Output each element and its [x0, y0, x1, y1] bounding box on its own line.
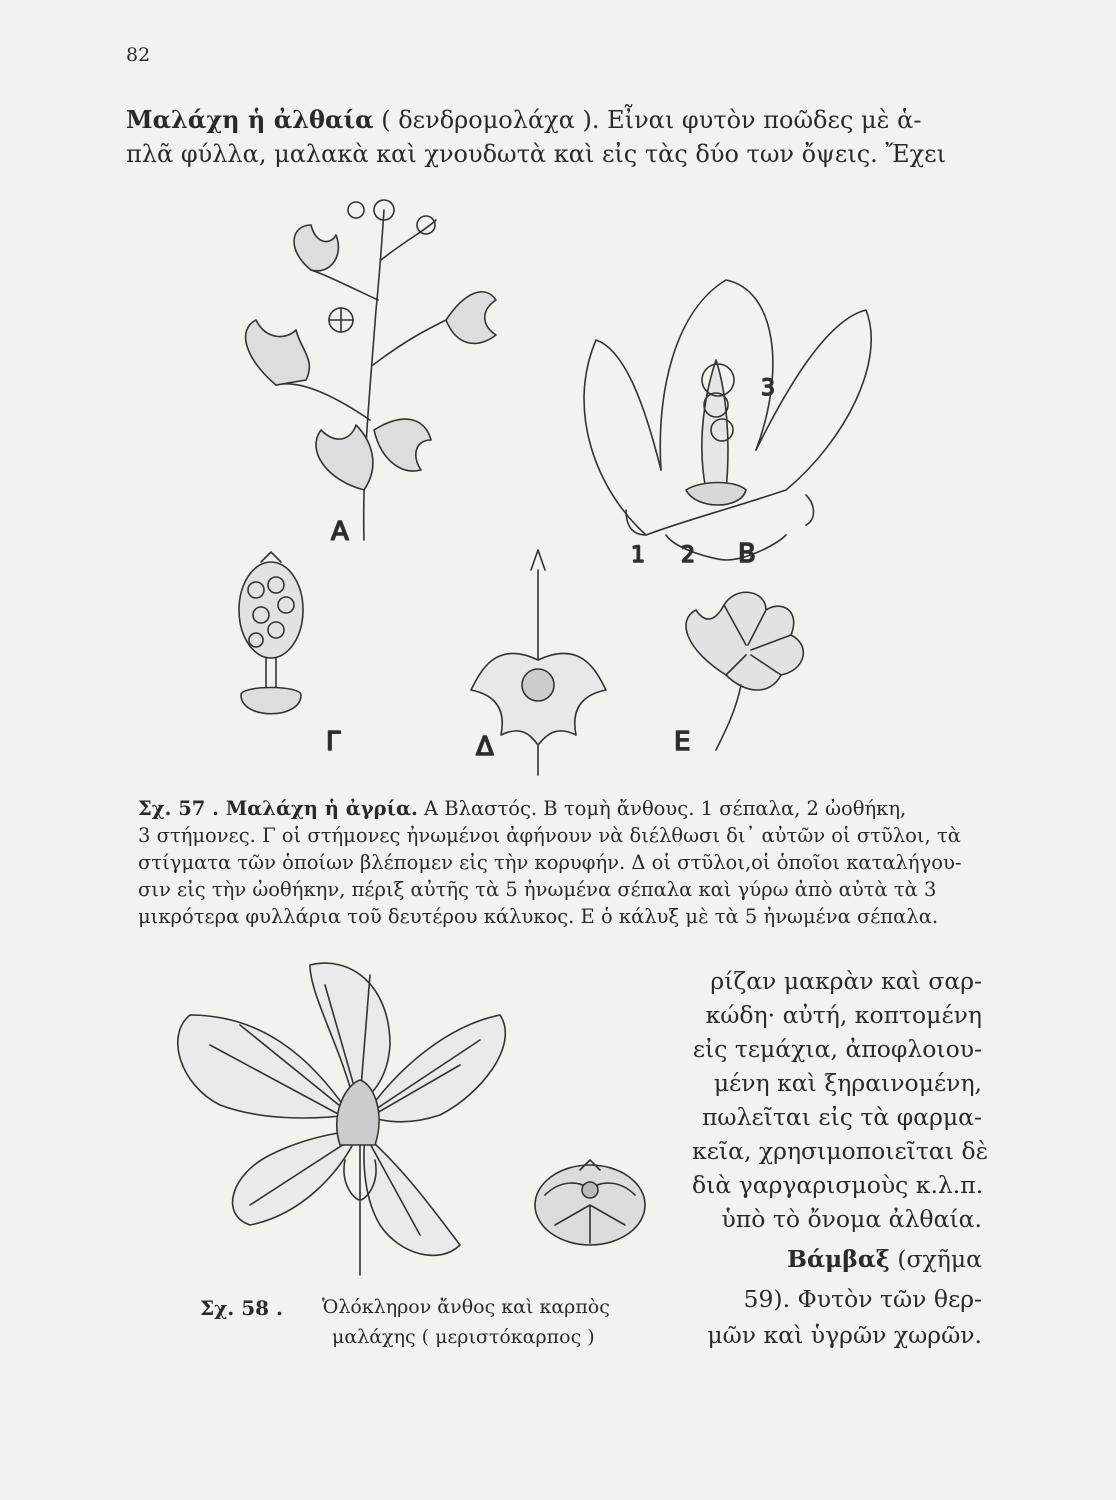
column-line-4: μένη καὶ ξηραινομένη, [713, 1069, 982, 1097]
intro-line-1 [126, 104, 978, 136]
figure-57-caption-line-2: 3 στήμονες. Γ οἱ στήμονες ἠνωμένοι ἀφήνουν νὰ διέλθωσι δι᾽ αὐτῶν οἱ στῦλοι, τὰ [138, 824, 961, 847]
figure-57-caption-line-1-text: Α Βλαστός. Β τομὴ ἄνθους. 1 σέπαλα, 2 ὠοθήκη, [417, 797, 907, 820]
figure-57-label-2: 2 [681, 543, 695, 568]
column-line-11: μῶν καὶ ὑγρῶν χωρῶν. [707, 1321, 982, 1349]
column-line-2: κώδη· αὐτή, κοπτομένη [705, 1001, 982, 1029]
column-line-1: ρίζαν μακρὰν καὶ σαρ- [710, 967, 982, 995]
figure-58-flower-drawing [178, 963, 506, 1275]
intro-line-2: πλᾶ φύλλα, μαλακὰ καὶ χνουδωτὰ καὶ εἰς τὰς δύο των ὄψεις. Ἔχει [126, 140, 947, 168]
figure-57-caption-line-4: σιν εἰς τὴν ὠοθήκην, πέριξ αὐτῆς τὰ 5 ἠνωμένα σέπαλα καὶ γύρω ἀπὸ αὐτὰ τὰ 3 [138, 878, 937, 901]
figure-58-illustration [160, 955, 680, 1290]
column-line-6: κεῖα, χρησιμοποιεῖται δὲ [692, 1137, 989, 1165]
column-line-7: διὰ γαργαρισμοὺς κ.λ.π. [692, 1171, 984, 1199]
figure-58-caption-line-1: Ὁλόκληρον ἄνθος καὶ καρπὸς [322, 1296, 610, 1318]
figure-57-caption-line-5: μικρότερα φυλλάρια τοῦ δευτέρου κάλυκος. Ε ὁ κάλυξ μὲ τὰ 5 ἠνωμένα σέπαλα. [138, 905, 939, 928]
figure-57-label-3: 3 [761, 376, 775, 401]
column-line-5: πωλεῖται εἰς τὰ φαρμα- [701, 1103, 982, 1131]
column-line-10: 59). Φυτὸν τῶν θερ- [743, 1285, 982, 1313]
figure-57-label-c: Γ [326, 727, 341, 757]
column-line-9 [692, 1242, 982, 1276]
figure-57b-flower-section-drawing [584, 280, 871, 560]
figure-57-label-d: Δ [476, 732, 494, 762]
figure-57-label-e: Ε [674, 727, 691, 757]
figure-58-fruit-drawing [535, 1160, 645, 1245]
figure-57-label-a: Α [331, 517, 349, 547]
figure-58-caption-line-2: μαλάχης ( μεριστόκαρπος ) [332, 1326, 595, 1348]
figure-57-label-b: Β [738, 539, 756, 569]
figure-58-caption-prefix: Σχ. 58 . [200, 1296, 283, 1320]
figure-57-caption-prefix: Σχ. 57 . Μαλάχη ἡ ἀγρία. [138, 797, 418, 820]
column-term-vamvax: Βάμβαξ [787, 1245, 890, 1273]
intro-term: Μαλάχη ἡ ἀλθαία [126, 105, 374, 134]
column-line-9-text: (σχῆμα [889, 1245, 982, 1273]
column-line-8: ὑπὸ τὸ ὄνομα ἀλθαία. [721, 1205, 982, 1233]
figure-57a-stem-drawing [246, 200, 496, 540]
figure-57e-calyx-drawing [686, 592, 803, 750]
figure-57-caption-line-1 [138, 795, 994, 822]
figure-57c-stamens-drawing [239, 552, 303, 714]
page-number: 82 [126, 44, 151, 66]
figure-57-illustration [126, 190, 986, 790]
intro-line-1-text: ( δενδρομολάχα ). Εἶναι φυτὸν ποῶδες μὲ ἁ- [373, 106, 922, 134]
figure-57-label-1: 1 [631, 543, 645, 568]
column-line-3: εἰς τεμάχια, ἀποφλοιου- [692, 1035, 982, 1063]
figure-57-caption-line-3: στίγματα τῶν ὁποίων βλέπομεν εἰς τὴν κορυφήν. Δ οἱ στῦλοι,οἱ ὁποῖοι καταλήγου- [138, 851, 962, 874]
